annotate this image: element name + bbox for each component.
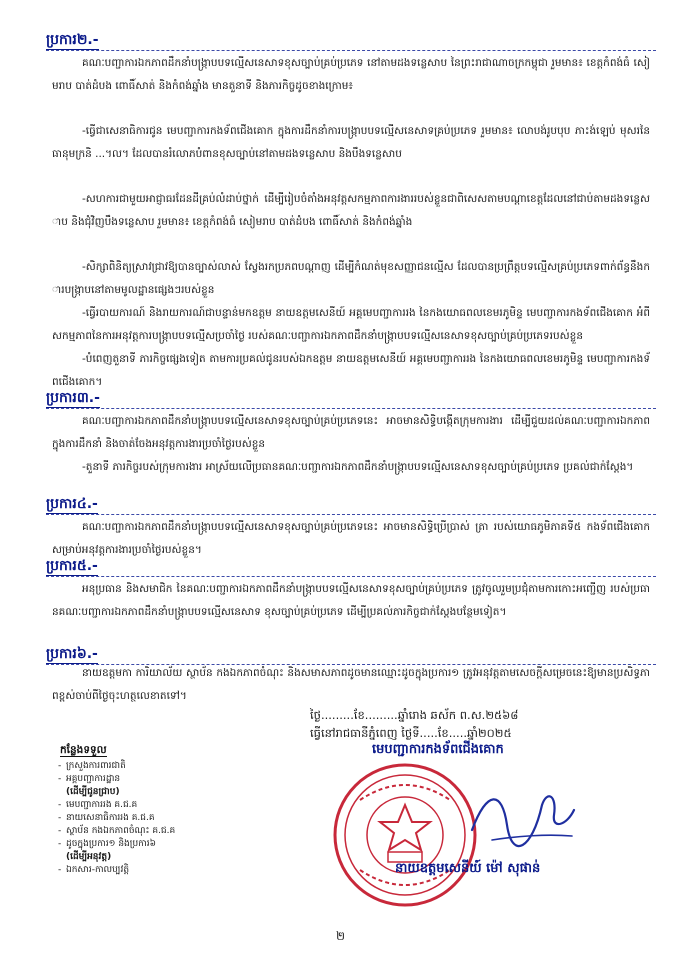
article-3-para-1: គណៈបញ្ជាការឯកភាពដឹកនាំបង្ក្រាបបទល្មើសនេសាទខុសច្បាប់គ្រប់ប្រភេទនេះ អាចមានសិទ្ធិបង្កើតក្រុមការងារ ដើម្បីជួយដល់គណៈបញ្ជាការឯកភាព ក្នុងការដឹកនាំ និងចាត់ចែងអនុវត្តការងារប្រចាំថ្ងៃរបស់ខ្លួន [52,415,650,450]
article-5-para: អនុប្រធាន និងសមាជិក នៃគណៈបញ្ជាការឯកភាពដឹកនាំបង្ក្រាបបទល្មើសនេសាទខុសច្បាប់គ្រប់ប្រភេទ ត្រូវចូលរួមប្រជុំតាមការកោះអញ្ជើញ របស់ប្រធានគណៈបញ្ជាការឯកភាពដឹកនាំបង្ក្រាបបទល្មើសនេសាទ ខុសច្បាប់គ្រប់ប្រភេទ ដើម្បីប្រគល់ភារកិច្ចជាក់ស្តែងបន្ថែមទៀត។ [52,583,650,618]
article-2-item-4: -ធ្វើរបាយការណ៍ និងរាយការណ៍ជាបន្ទាន់មកឧត្តម នាយឧត្តមសេនីយ៍ អគ្គមេបញ្ជាការរង នៃកងយោធពលខេមរភូមិន្ទ មេបញ្ជាការកងទ័ពជើងគោក អំពីសកម្មភាពនៃការអនុវត្តការបង្ក្រាបបទល្មើសប្រចាំថ្ងៃ របស់គណៈបញ្ជាការឯកភាពដឹកនាំបង្ក្រាបបទល្មើសនេសាទខុសច្បាប់គ្រប់ប្រភេទរបស់ខ្លួន [52,307,650,342]
recipient-item: - ដូចក្នុងប្រការ១ និងប្រការ៦ [60,838,175,851]
recipient-item: (ដើម្បីជូនជ្រាប) [66,787,120,797]
recipient-item: - មេបញ្ជាការរង គ.ជ.គ [60,799,175,812]
signer-name: នាយឧត្តមសេនីយ៍ ម៉ៅ សុផាន់ [395,861,541,876]
article-3-rule [46,408,656,409]
lunar-date: ថ្ងៃ.........ខែ.........ឆ្នាំរោង ឆស័ក ព.ស.២៥៦៨ [310,708,519,722]
recipient-item: (ដើម្បីអនុវត្ត) [66,852,112,862]
article-6-para: នាយឧត្តមកា ការិយាល័យ ស្ថាប័ន កងឯកភាពចំណុះ និងសមាសភាពដូចមានឈ្មោះដូចក្នុងប្រការ១ ត្រូវអនុវត្តតាមសេចក្តីសម្រេចនេះឱ្យមានប្រសិទ្ធភាពខ្ពស់ចាប់ពីថ្ងៃចុះហត្ថលេខាតទៅ។ [52,667,650,702]
article-4-heading: ប្រការ៤.- [46,496,98,512]
article-5-heading: ប្រការ៥.- [46,558,98,574]
article-4-para: គណៈបញ្ជាការឯកភាពដឹកនាំបង្ក្រាបបទល្មើសនេសាទខុសច្បាប់គ្រប់ប្រភេទនេះ អាចមានសិទ្ធិប្រើប្រាស់ ត្រា របស់យោធភូមិភាគទី៥ កងទ័ពជើងគោក សម្រាប់អនុវត្តការងារប្រចាំថ្ងៃរបស់ខ្លួន។ [52,521,650,556]
page-number: ២ [336,929,346,943]
recipient-item: - នាយសេនាធិការរង គ.ជ.គ [60,812,175,825]
recipient-item: - អគ្គបញ្ជាការដ្ឋាន [60,773,175,786]
article-3-heading: ប្រការ៣.- [46,390,100,406]
article-3-para-2: -តួនាទី ភារកិច្ចរបស់ក្រុមការងារ អាស្រ័យលើប្រធានគណៈបញ្ជាការឯកភាពដឹកនាំបង្ក្រាបបទល្មើសនេសាទខុសច្បាប់គ្រប់ប្រភេទ ប្រគល់ជាក់ស្តែង។ [82,461,634,473]
article-2-heading: ប្រការ២.- [46,32,99,48]
handwritten-signature-icon [462,770,582,860]
article-5-rule [46,576,656,577]
signatory-title: មេបញ្ជាការកងទ័ពជើងគោក [372,742,504,757]
recipients-list [60,760,175,877]
article-6-heading: ប្រការ៦.- [46,646,98,662]
article-2-item-3: -សិក្សាពិនិត្យស្រាវជ្រាវឱ្យបានច្បាស់លាស់ ស្វែងរកប្រភពបណ្តាញ ដើម្បីកំណត់មុខសញ្ញាជនល្មើស ដែលបានប្រព្រឹត្តបទល្មើសគ្រប់ប្រភេទពាក់ព័ន្ធនឹងការបង្ក្រាបនៅតាមមូលដ្ឋានផ្សេងៗរបស់ខ្លួន [52,261,650,296]
article-2-item-2: -សហការជាមួយអាជ្ញាធរដែនដីគ្រប់លំដាប់ថ្នាក់ ដើម្បីរៀបចំតាំងអនុវត្តសកម្មភាពការងាររបស់ខ្លួនជាពិសេសតាមបណ្តាខេត្តដែលនៅជាប់តាមដងទន្លេសាប និងជុំវិញបឹងទន្លេសាប រួមមាន៖ ខេត្តកំពង់ធំ សៀមរាប បាត់ដំបង ពោធិ៍សាត់ និងកំពង់ឆ្នាំង [52,193,650,228]
article-4-rule [46,514,656,515]
article-2-rule [46,50,656,51]
official-seal-icon [330,760,480,910]
recipient-item: - ឯកសារ-កាលប្បវត្តិ [60,864,175,877]
recipient-item: - ស្ថាប័ន កងឯកភាពចំណុះ គ.ជ.គ [60,825,175,838]
recipients-title: កន្លែងទទួល [60,744,107,756]
solar-date: ធ្វើនៅរាជធានីភ្នំពេញ ថ្ងៃទី.....ខែ.....ឆ្នាំ២០២៥ [310,726,512,740]
article-2-item-5: -បំពេញតួនាទី ភារកិច្ចផ្សេងទៀត តាមការប្រគល់ជូនរបស់ឯកឧត្តម នាយឧត្តមសេនីយ៍ អគ្គមេបញ្ជាការរង នៃកងយោធពលខេមរភូមិន្ទ មេបញ្ជាការកងទ័ពជើងគោក។ [52,353,650,388]
recipient-item: - ក្រសួងការពារជាតិ [60,760,175,773]
article-2-item-1: -ធ្វើជាសេនាធិការជូន មេបញ្ជាការកងទ័ពជើងគោក ក្នុងការដឹកនាំការបង្ក្រាបបទល្មើសនេសាទគ្រប់ប្រភេទ រួមមាន៖ លោបង់រូបបុប ភាះង់ឡេប់ មុសរនៃ ធានុមក្រនិ ...។ល។ ដែលបានរំលោភបំពានខុសច្បាប់នៅតាមដងទន្លេសាប និងបឹងទន្លេសាប [52,125,650,160]
article-2-intro: គណៈបញ្ជាការឯកភាពដឹកនាំបង្ក្រាបបទល្មើសនេសាទខុសច្បាប់គ្រប់ប្រភេទ នៅតាមដងទន្លេសាប នៃព្រះរាជាណាចក្រកម្ពុជា រួមមាន៖ ខេត្តកំពង់ធំ សៀមរាប បាត់ដំបង ពោធិ៍សាត់ និងកំពង់ឆ្នាំង មានតួនាទី និងភារកិច្ចដូចខាងក្រោម៖ [52,57,650,92]
